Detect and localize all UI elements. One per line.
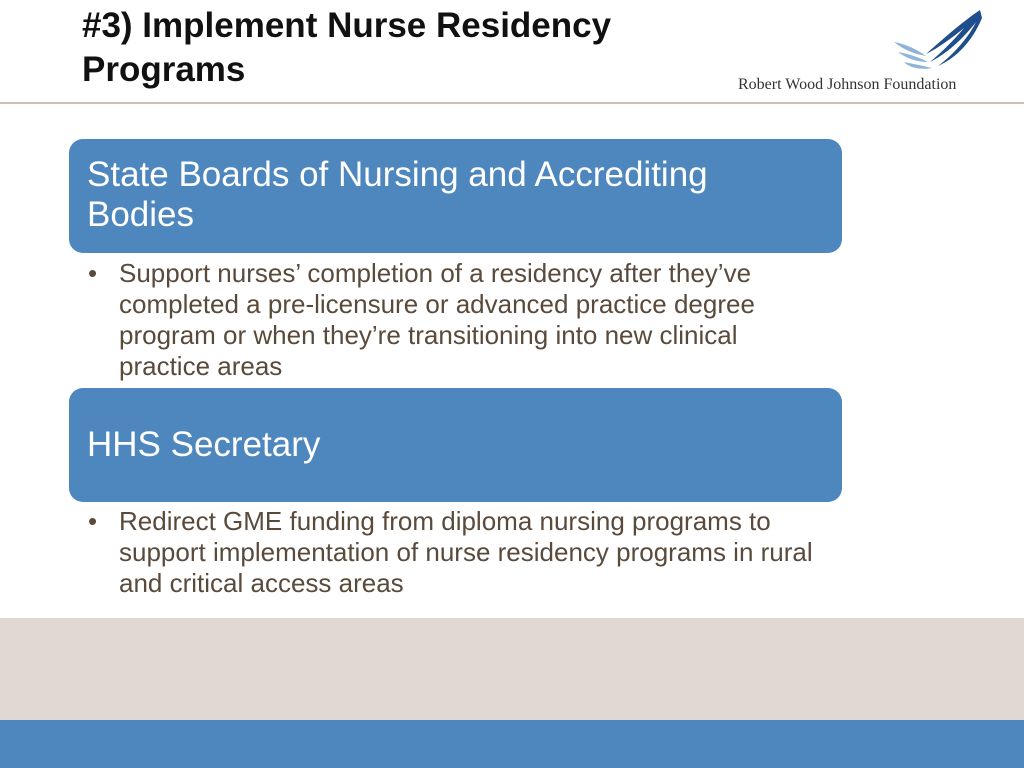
section-heading-text: State Boards of Nursing and Accrediting Bodies	[87, 155, 708, 234]
slide-title: #3) Implement Nurse Residency Programs	[82, 6, 612, 89]
section-heading-hhs-secretary	[69, 388, 842, 502]
section-heading-text: HHS Secretary	[87, 425, 321, 464]
wing-icon	[892, 8, 984, 74]
bullet-item-hhs-secretary	[88, 506, 828, 599]
section-heading-state-boards	[69, 139, 842, 253]
logo-wordmark: Robert Wood Johnson Foundation	[738, 76, 957, 93]
bullet-item-state-boards	[88, 258, 828, 382]
footer-bar	[0, 720, 1024, 768]
bullet-text: Redirect GME funding from diploma nursing programs to support implementation of nurse residency programs in rural and critical access areas	[119, 506, 813, 598]
bullet-dot: •	[88, 506, 98, 536]
footer-band	[0, 618, 1024, 720]
rwjf-logo	[732, 8, 982, 98]
bullet-dot: •	[88, 258, 98, 288]
bullet-text: Support nurses’ completion of a residency after they’ve completed a pre-licensure or advanced practice degree program or when they’re transitioning into new clinical practice areas	[119, 258, 755, 381]
header-divider	[0, 102, 1024, 104]
